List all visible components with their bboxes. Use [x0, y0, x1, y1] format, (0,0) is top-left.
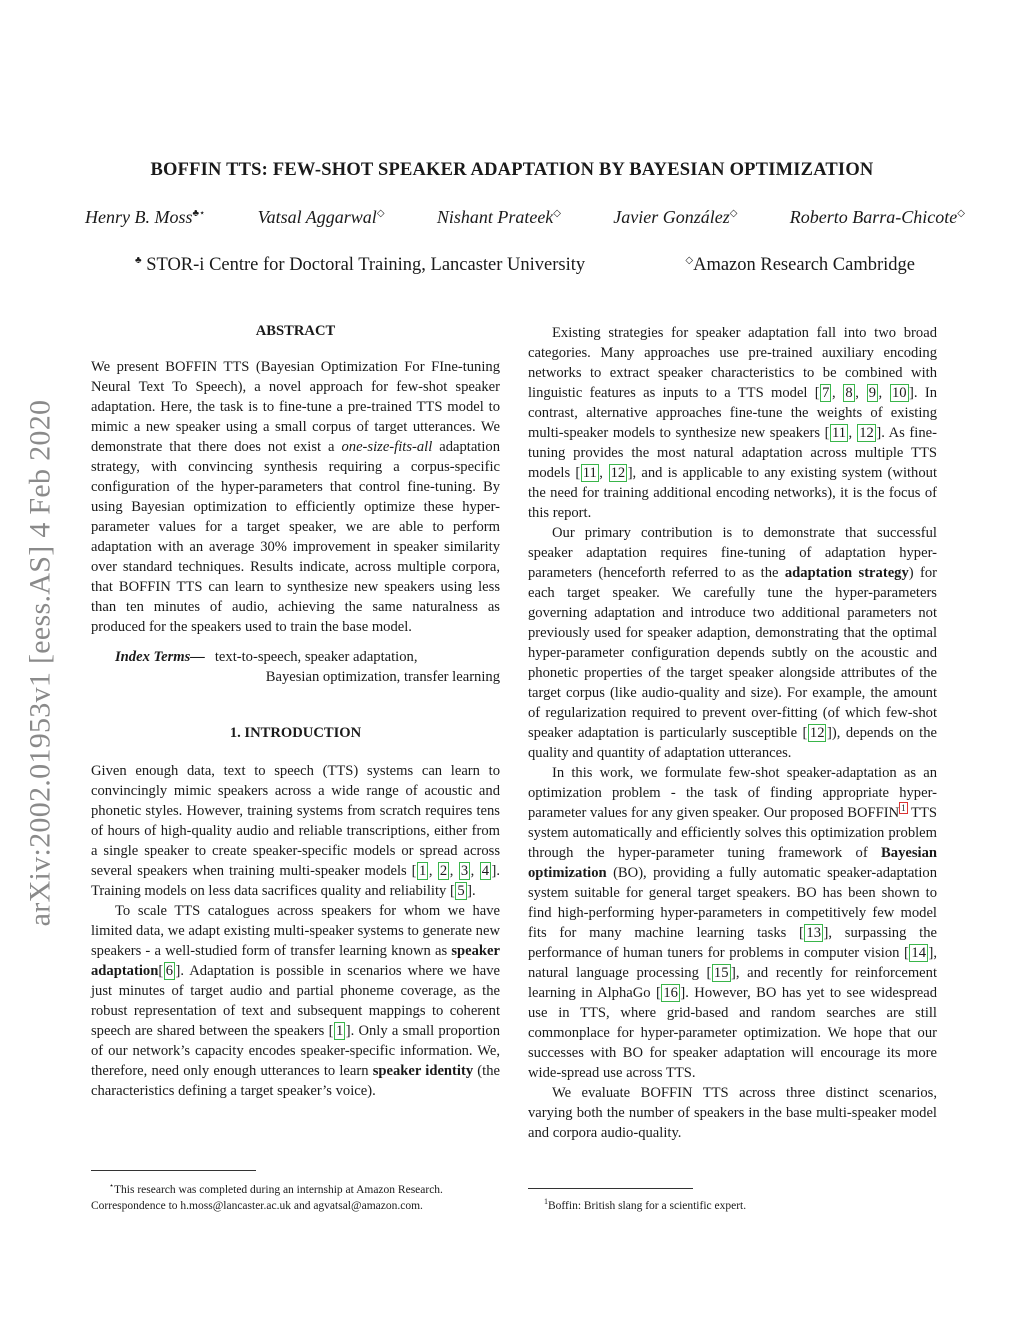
left-column: [91, 321, 500, 1101]
arxiv-identifier-stamp: [17, 348, 63, 978]
index-terms-line: Bayesian optimization, transfer learning: [265, 669, 500, 685]
index-terms-line: text-to-speech, speaker adaptation,: [214, 649, 418, 665]
arxiv-id-text: arXiv:2002.01953v1 [eess.AS] 4 Feb 2020: [23, 399, 56, 927]
body-paragraph: In this work, we formulate few-shot speaker-adaptation as an optimization problem - the task of finding appropriate hyper-parameter values for any given speaker. Our proposed BOFFIN $^1$ TTS system automatically and efficiently solves this optimization problem through the hyper-parameter tuning framework of Bayesian optimization (BO), providing a fully automatic speaker-adaptation system suitable for general target speakers. BO has been shown to find high-performing hyper-parameters in competitively few model fits for many machine learning tasks [ 13 ], surpassing the performance of human tuners for problems in computer vision [ 14 ], natural language processing [ 15 ], and recently for reinforcement learning in AlphaGo [ 16 ]. However, BO has yet to see widespread use in TTS, where grid-based and random searches are still commonplace for hyper-parameter optimization. We hope that our successes with BO for speaker adaptation will encourage its more wide-spread use across TTS.: [528, 765, 937, 1081]
footnote-right: $^1$Boffin: British slang for a scientific expert.: [544, 1197, 747, 1212]
citation-link[interactable]: 6: [165, 963, 173, 979]
body-paragraph: Existing strategies for speaker adaptation fall into two broad categories. Many approaches use pre-trained auxiliary encoding networks to extract speaker characteristics to be combined with linguistic features as inputs to a TTS model [ 7 , 8 , 9 , 10 ]. In contrast, alternative approaches fine-tune the weights of existing multi-speaker models to synthesize new speakers [ 11 , 12 ]. As fine-tuning provides the most natural adaptation across multiple TTS models [ 11 , 12 ], and is applicable to any existing system (without the need for training additional encoding networks), it is the focus of this report.: [528, 325, 938, 521]
citation-link[interactable]: 12: [809, 725, 825, 741]
citation-link[interactable]: 16: [663, 985, 678, 1001]
citation-link[interactable]: 4: [481, 863, 490, 879]
citation-link[interactable]: 3: [460, 863, 469, 879]
abstract-text: We present BOFFIN TTS (Bayesian Optimization For FIne-tuning Neural Text To Speech), a novel approach for few-shot speaker adaptation. Here, the task is to fine-tune a pre-trained TTS model to mimic a new speaker using a small corpus of target utterances. We demonstrate that there does not exist a one-size-fits-all adaptation strategy, with convincing synthesis requiring a corpus-specific configuration of the hyper-parameters that control fine-tuning. By using Bayesian optimization to efficiently optimize these hyper-parameter values for a target speaker, we are able to perform adaptation with an average 30% improvement in speaker similarity over standard techniques. Results indicate, across multiple corpora, that BOFFIN TTS can learn to synthesize new speakers using less than ten minutes of audio, achieving the same naturalness as produced for the speakers used to train the base model.: [91, 359, 500, 635]
introduction-heading: 1. INTRODUCTION: [229, 725, 362, 741]
footnote-link[interactable]: 1: [901, 803, 906, 814]
affiliation-list: [135, 255, 915, 276]
affiliation: ◇Amazon Research Cambridge: [685, 255, 915, 276]
citation-link[interactable]: 11: [831, 425, 847, 441]
citation-link[interactable]: 9: [868, 385, 876, 401]
citation-link[interactable]: 11: [582, 465, 597, 481]
body-paragraph: Our primary contribution is to demonstrate that successful speaker adaptation requires fine-tuning of adaptation hyper-parameters (henceforth referred to as the adaptation strategy) for each target speaker. We carefully tune the hyper-parameters governing adaptation and introduce two additional parameters not previously used for speaker adaption, demonstrating that the optimal hyper-parameter configuration depends subtly on the acoustic and phonetic properties of the target speaker alongside attributes of the target corpus (like audio-quality and size). For example, the amount of regularization required to prevent over-fitting (of which few-shot speaker adaptation is particularly susceptible [ 12 ]), depends on the quality and quantity of adaptation utterances.: [528, 525, 937, 761]
citation-link[interactable]: 15: [713, 965, 729, 981]
citation-link[interactable]: 1: [419, 863, 427, 879]
citation-link[interactable]: 1: [335, 1023, 344, 1039]
author: Henry B. Moss♣⋆: [85, 207, 206, 227]
index-terms: [91, 647, 500, 687]
right-column: [528, 323, 937, 1143]
citation-link[interactable]: 8: [845, 385, 853, 401]
author-list: [85, 207, 965, 228]
author: Roberto Barra-Chicote◇: [789, 207, 965, 227]
citation-link[interactable]: 5: [457, 883, 465, 899]
abstract-heading: ABSTRACT: [255, 323, 336, 339]
affiliation: ♣ STOR-i Centre for Doctoral Training, Lancaster University: [135, 255, 586, 276]
intro-paragraph: Given enough data, text to speech (TTS) systems can learn to convincingly mimic speakers across a wide range of acoustic and phonetic styles. However, training systems from scratch requires tens of hours of high-quality audio and reliable transcriptions, either from a single speaker to create speaker-specific models or spread across several speakers when training multi-speaker models [ 1 , 2 , 3 , 4 ]. Training models on less data sacrifices quality and reliability [ 5 ].: [91, 763, 501, 899]
body-paragraph: We evaluate BOFFIN TTS across three distinct scenarios, varying both the number of speakers in the base multi-speaker model and corpora audio-quality.: [528, 1085, 937, 1141]
footnote-rule: [91, 1170, 256, 1171]
index-terms-label: Index Terms—: [115, 649, 205, 665]
citation-link[interactable]: 14: [911, 945, 926, 961]
author: Nishant Prateek◇: [436, 207, 561, 227]
citation-link[interactable]: 10: [891, 385, 907, 401]
footnote-rule: [528, 1188, 693, 1189]
paper-title: BOFFIN TTS: FEW-SHOT SPEAKER ADAPTATION BY BAYESIAN OPTIMIZATION: [150, 160, 874, 180]
citation-link[interactable]: 7: [822, 385, 830, 401]
citation-link[interactable]: 2: [439, 863, 448, 879]
author: Javier González◇: [613, 207, 738, 227]
author: Vatsal Aggarwal◇: [257, 207, 385, 227]
footnote-left: ⋆This research was completed during an internship at Amazon Research. Correspondence to h.moss@lancaster.ac.uk and agvatsal@amazon.com.: [91, 1181, 443, 1212]
citation-link[interactable]: 12: [610, 465, 626, 481]
citation-link[interactable]: 13: [806, 925, 822, 941]
intro-paragraph: To scale TTS catalogues across speakers for whom we have limited data, we adapt existing multi-speaker systems to generate new speakers - a well-studied form of transfer learning known as speaker adaptation[ 6 ]. Adaptation is possible in scenarios where we have just minutes of target audio and partial phoneme coverage, as the robust representation of text and subsequent mappings to coherent speech are shared between the speakers [ 1 ]. Only a small proportion of our network’s capacity encodes speaker-specific information. We, therefore, need only enough utterances to learn speaker identity (the characteristics defining a target speaker’s voice).: [91, 903, 500, 1099]
citation-link[interactable]: 12: [859, 425, 874, 441]
